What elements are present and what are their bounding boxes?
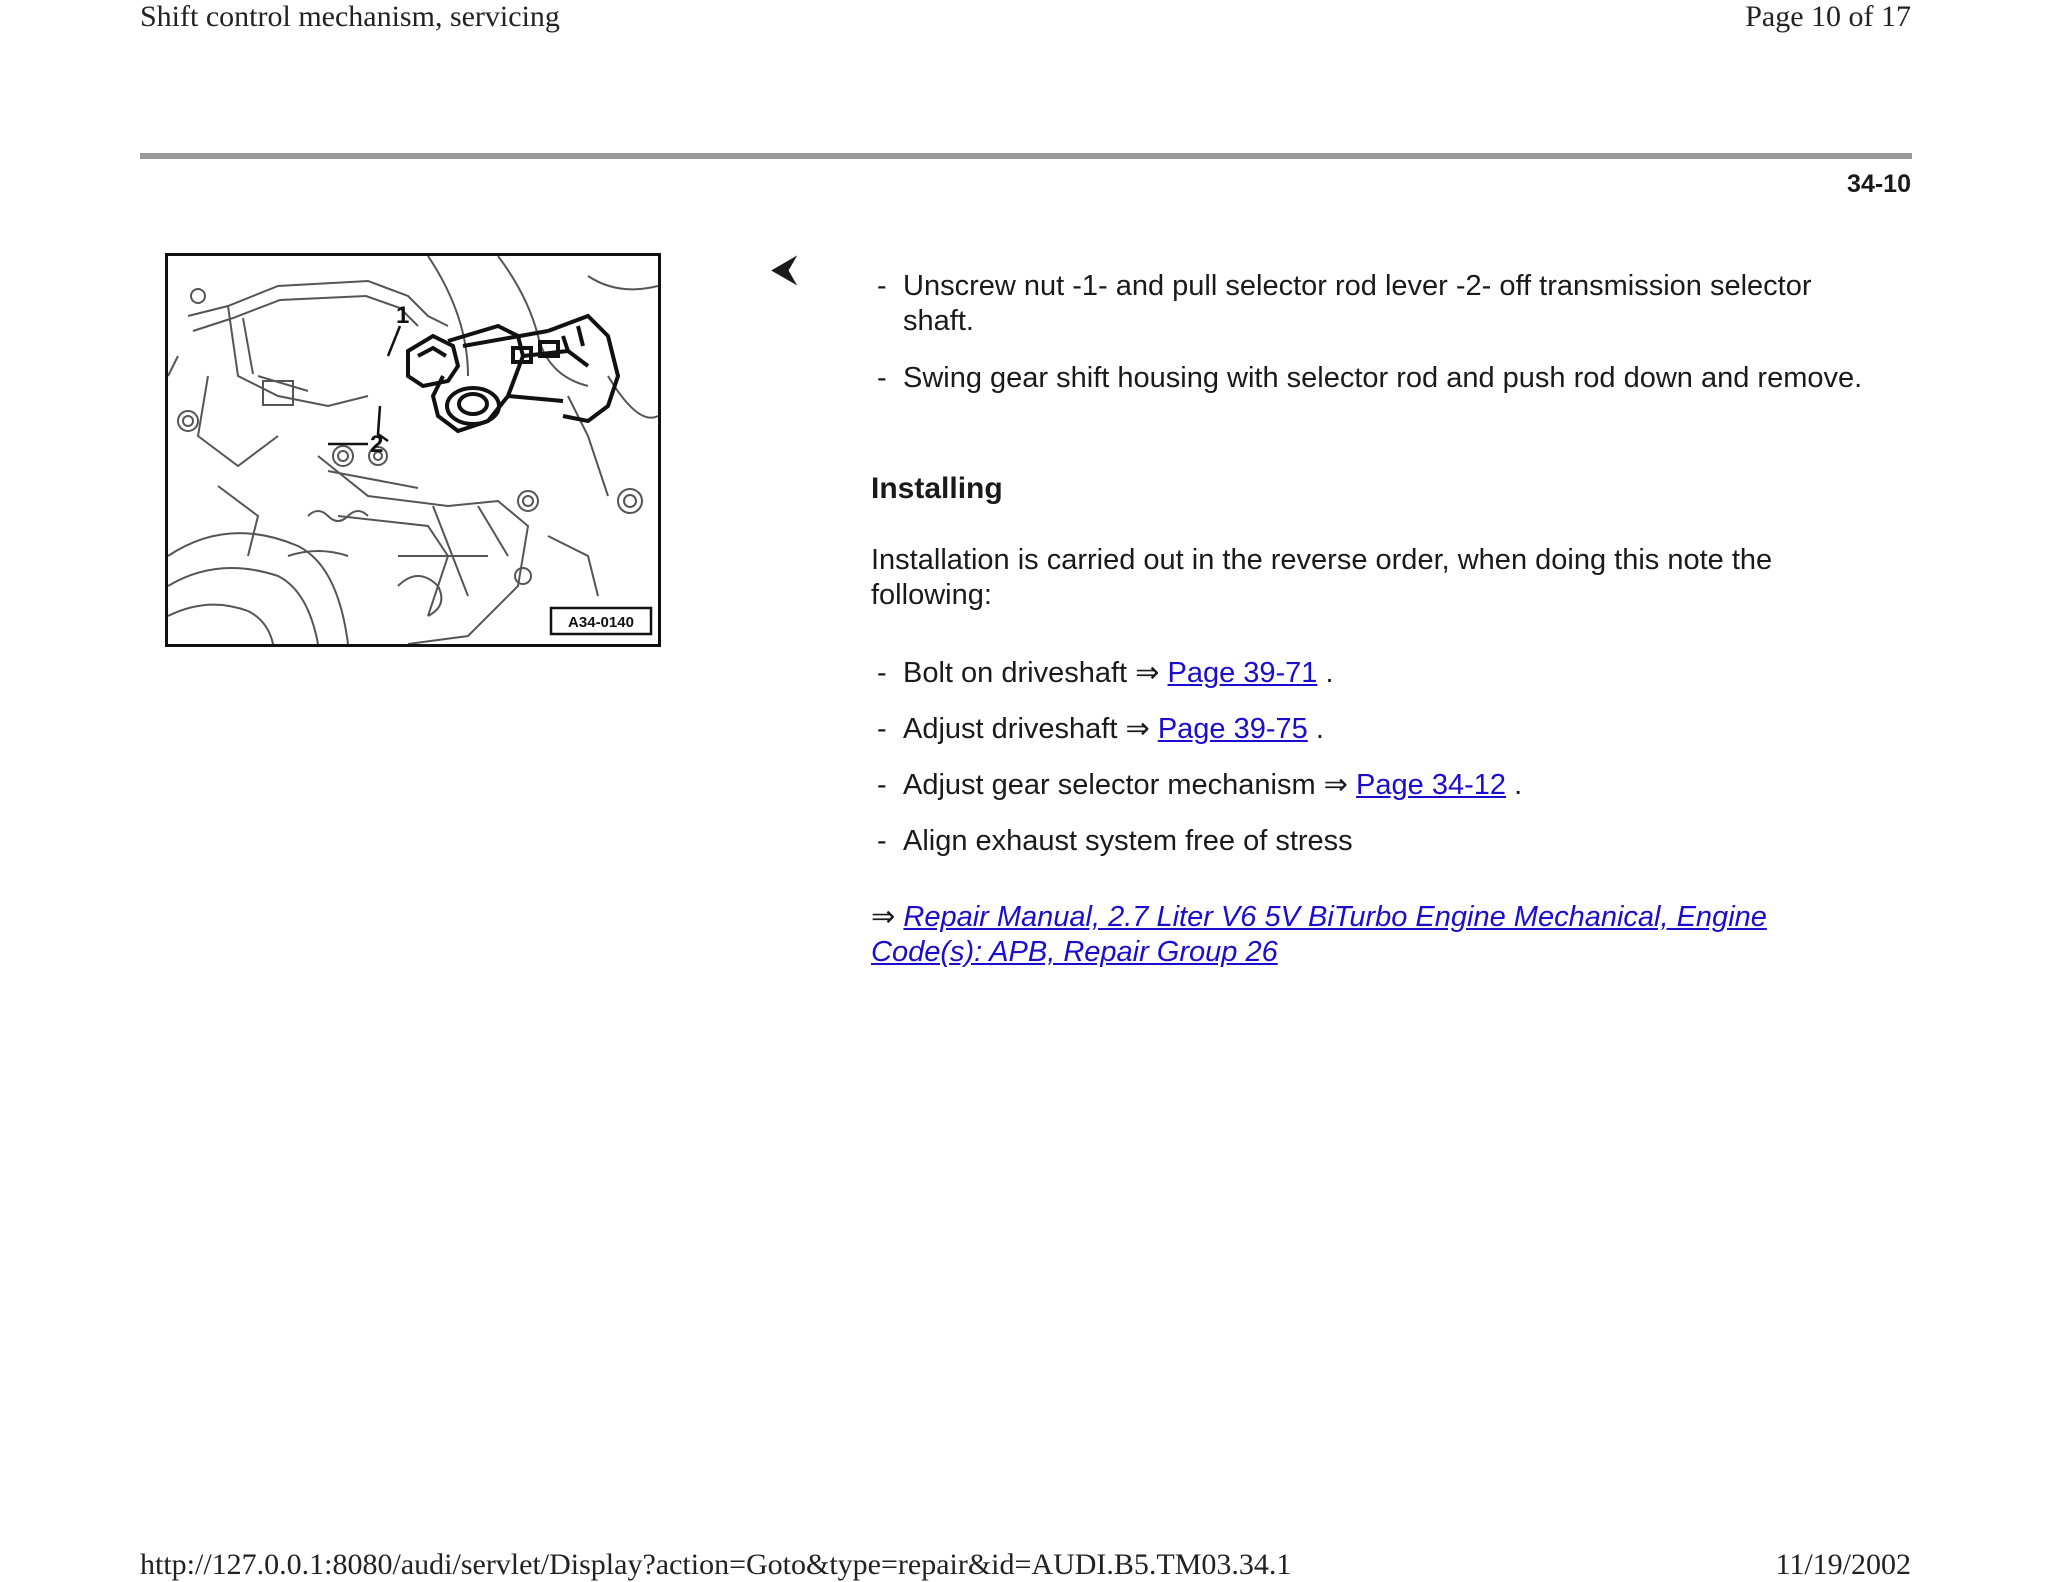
step-text: Unscrew nut -1- and pull selector rod lever -2- off transmission selector shaft. (903, 270, 1812, 337)
document-title: Shift control mechanism, servicing (140, 0, 560, 33)
installing-intro: Installation is carried out in the reverse order, when doing this note the following: (871, 544, 1773, 611)
step-text: Swing gear shift housing with selector rod and push rod down and remove. (903, 362, 1863, 394)
footer-date: 11/19/2002 (1775, 1548, 1911, 1581)
removal-step-2 (871, 361, 1881, 396)
figure-id: A34-0140 (568, 614, 634, 631)
install-step-2 (871, 712, 1881, 747)
shift-mechanism-illustration (165, 253, 661, 647)
repair-manual-reference (871, 900, 1881, 970)
page-indicator: Page 10 of 17 (1745, 0, 1911, 33)
repair-manual-link[interactable]: Repair Manual, 2.7 Liter V6 5V BiTurbo Engine Mechanical, Engine Code(s): APB, Repair Group 26 (871, 901, 1767, 968)
step-text: Adjust driveshaft ⇒ (903, 713, 1158, 745)
page-34-12-link[interactable]: Page 34-12 (1356, 769, 1507, 801)
bullet-dash: - (877, 657, 887, 689)
step-suffix: . (1317, 657, 1334, 689)
installing-heading: Installing (871, 472, 1003, 505)
reference-arrow-icon: ⇒ (871, 901, 896, 933)
section-page-number: 34-10 (1847, 170, 1911, 198)
bullet-dash: - (877, 713, 887, 745)
figure-pointer-icon: ⮜ (772, 250, 797, 288)
page-39-75-link[interactable]: Page 39-75 (1157, 713, 1308, 745)
footer-url: http://127.0.0.1:8080/audi/servlet/Display?action=Goto&type=repair&id=AUDI.B5.TM03.34.1 (140, 1548, 1292, 1581)
step-suffix: . (1506, 769, 1523, 801)
header-rule (140, 153, 1912, 159)
step-text: Bolt on driveshaft ⇒ (903, 657, 1168, 689)
step-text: Align exhaust system free of stress (903, 825, 1353, 857)
bullet-dash: - (877, 362, 887, 394)
removal-step-1 (871, 269, 1881, 339)
install-step-4 (871, 824, 1881, 859)
page-39-71-link[interactable]: Page 39-71 (1167, 657, 1318, 689)
bullet-dash: - (877, 825, 887, 857)
step-suffix: . (1307, 713, 1324, 745)
callout-1: 1 (396, 302, 410, 329)
callout-2: 2 (370, 431, 384, 458)
step-text: Adjust gear selector mechanism ⇒ (903, 769, 1357, 801)
install-step-1 (871, 656, 1881, 691)
bullet-dash: - (877, 769, 887, 801)
install-step-3 (871, 768, 1881, 803)
bullet-dash: - (877, 270, 887, 302)
